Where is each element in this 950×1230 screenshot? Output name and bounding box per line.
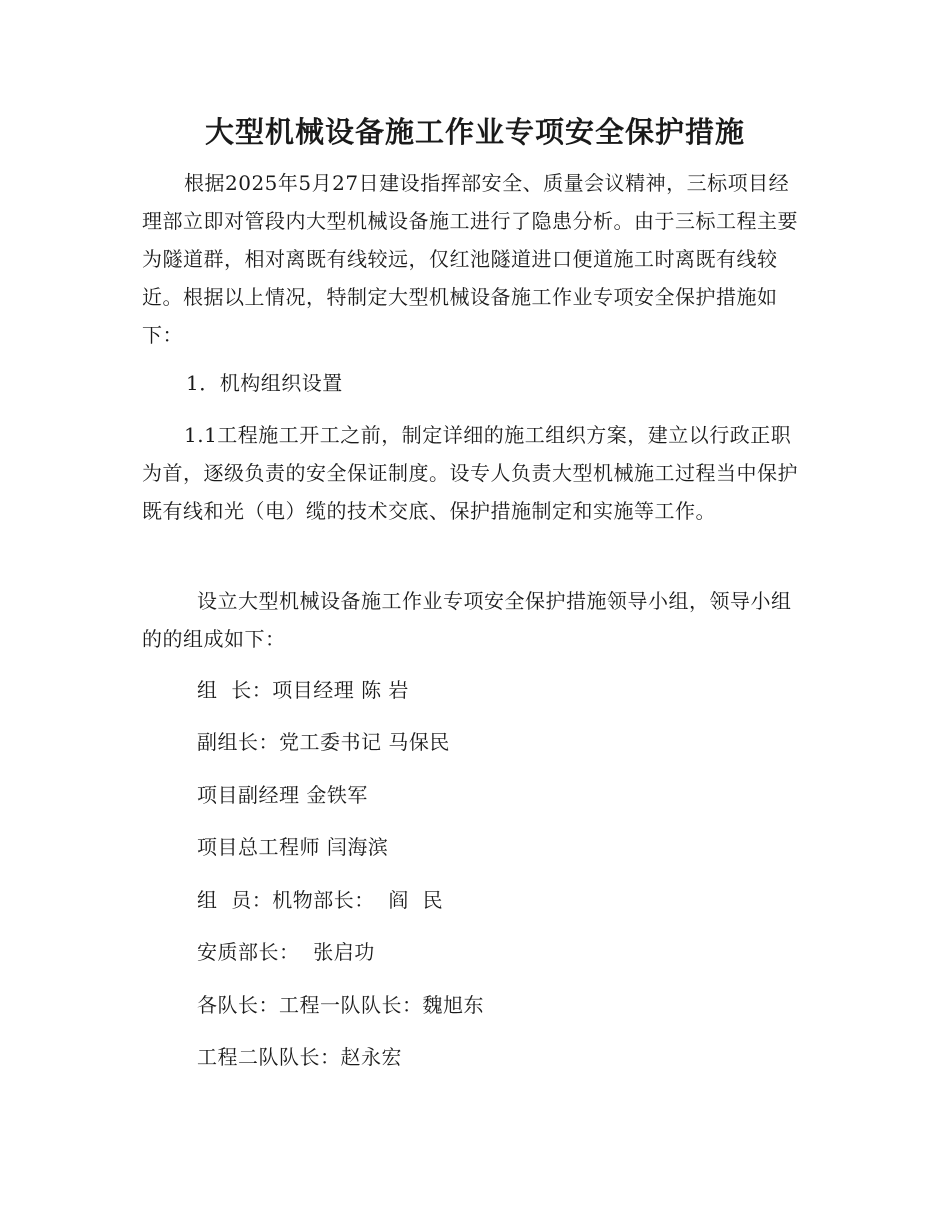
member-line: 项目副经理 金铁军 — [197, 783, 368, 807]
member-line: 工程二队队长：赵永宏 — [197, 1045, 402, 1069]
member-line: 安质部长： 张启功 — [197, 940, 375, 964]
intro-paragraph: 根据2025年5月27日建设指挥部安全、质量会议精神，三标项目经理部立即对管段内大型机械设备施工进行了隐患分析。由于三标工程主要为隧道群，相对离既有线较远，仅红池隧道进口便道施工时离既有线较近。根据以上情况，特制定大型机械设备施工作业专项安全保护措施如下： — [142, 171, 798, 347]
section-heading: 1．机构组织设置 — [186, 371, 343, 395]
member-line: 项目总工程师 闫海滨 — [197, 835, 389, 859]
member-line: 副组长：党工委书记 马保民 — [197, 730, 450, 754]
member-line: 各队长：工程一队队长：魏旭东 — [197, 993, 484, 1017]
member-line: 组 员：机物部长： 阎 民 — [197, 888, 444, 912]
section-paragraph: 1.1工程施工开工之前，制定详细的施工组织方案，建立以行政正职为首，逐级负责的安全保证制度。设专人负责大型机械施工过程当中保护既有线和光（电）缆的技术交底、保护措施制定和实施等工作。 — [142, 423, 798, 523]
document-title: 大型机械设备施工作业专项安全保护措施 — [204, 115, 745, 149]
member-line: 组 长：项目经理 陈 岩 — [197, 678, 409, 702]
group-intro-paragraph: 设立大型机械设备施工作业专项安全保护措施领导小组，领导小组的的组成如下： — [142, 589, 792, 651]
